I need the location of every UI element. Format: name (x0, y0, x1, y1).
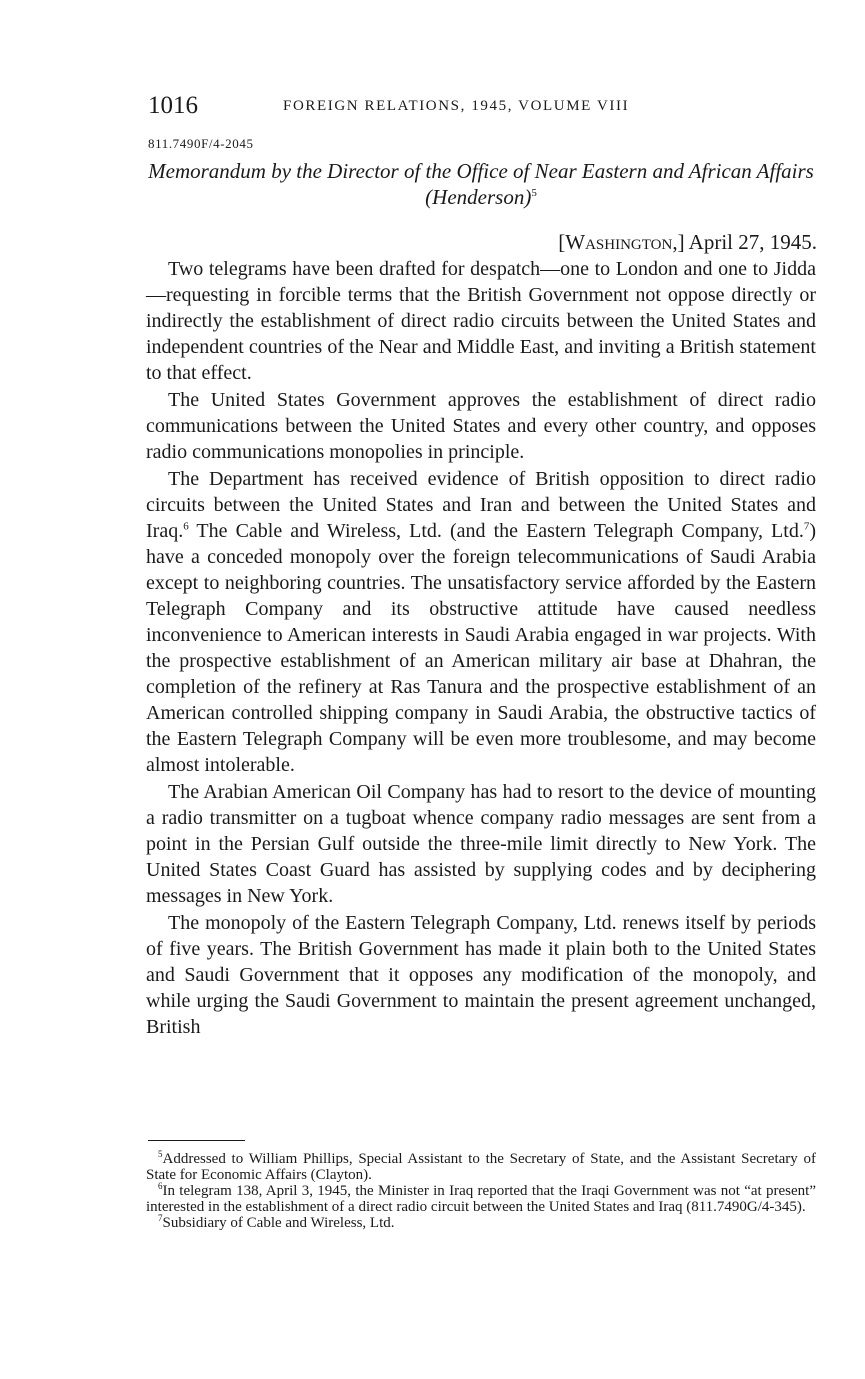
title-footnote-ref: 5 (531, 187, 537, 199)
page-header (148, 92, 814, 122)
document-title-text: Memorandum by the Director of the Office of Near Eastern and African Affairs (Henderson) (148, 159, 814, 209)
paragraph (146, 466, 816, 778)
footnote (146, 1151, 816, 1183)
memorandum-body (146, 256, 816, 1040)
footnote-text: In telegram 138, April 3, 1945, the Minister in Iraq reported that the Iraqi Government was not “at present” interested in the establishment of a direct radio circuit between the United States and Iraq (811.7490G/4-345). (146, 1183, 816, 1215)
paragraph: The United States Government approves the establishment of direct radio communications between the United States and every other country, and opposes radio communications monopolies in principle. (146, 389, 816, 463)
document-title (148, 158, 814, 210)
footnotes (146, 1151, 816, 1231)
dateline: [Washington,] April 27, 1945. (558, 230, 817, 254)
paragraph-text: The Cable and Wireless, Ltd. (and the Eastern Telegraph Company, Ltd. (188, 520, 804, 542)
paragraph: The Arabian American Oil Company has had to resort to the device of mounting a radio transmitter on a tugboat whence company radio messages are sent from a point in the Persian Gulf outside the three-mile limit directly to New York. The United States Coast Guard has assisted by supplying codes and by deciphering messages in New York. (146, 781, 816, 907)
footnote-ref: 7 (803, 520, 810, 533)
footnote-mark: 7 (158, 1213, 163, 1223)
footnote (146, 1215, 816, 1231)
paragraph: The monopoly of the Eastern Telegraph Company, Ltd. renews itself by periods of five years. The British Government has made it plain both to the United States and Saudi Government that it opposes any modification of the monopoly, and while urging the Saudi Government to maintain the present agreement unchanged, British (146, 912, 816, 1038)
paragraph-text: The Department has received evidence of British opposition to direct radio circuits between the United States and Iran and between the United States and Iraq. (146, 468, 816, 542)
paragraph: Two telegrams have been drafted for despatch—one to London and one to Jidda—requesting in forcible terms that the British Government not oppose directly or indirectly the establishment of direct radio circuits between the United States and independent countries of the Near and Middle East, and inviting a British statement to that effect. (146, 258, 816, 384)
file-number: 811.7490F/4-2045 (148, 136, 254, 151)
running-head: FOREIGN RELATIONS, 1945, VOLUME VIII (283, 98, 630, 114)
page-number: 1016 (148, 92, 198, 119)
footnote-mark: 6 (158, 1181, 163, 1191)
footnote-mark: 5 (158, 1149, 163, 1159)
footnote-ref: 6 (183, 520, 189, 533)
paragraph-text: ) have a conceded monopoly over the foreign telecommunications of Saudi Arabia except to neighboring countries. The unsatisfactory service afforded by the Eastern Telegraph Company and its obstructive attitude have caused needless inconvenience to American interests in Saudi Arabia engaged in war projects. With the prospective establishment of an American military air base at Dhahran, the completion of the refinery at Ras Tanura and the prospective establishment of an American controlled shipping company in Saudi Arabia, the obstructive tactics of the Eastern Telegraph Company will be even more troublesome, and may become almost intolerable. (146, 520, 816, 776)
footnote-text: Subsidiary of Cable and Wireless, Ltd. (162, 1215, 395, 1231)
footnote (146, 1183, 816, 1215)
footnote-text: Addressed to William Phillips, Special Assistant to the Secretary of State, and the Assistant Secretary of State for Economic Affairs (Clayton). (146, 1151, 816, 1183)
footnote-rule (148, 1140, 245, 1141)
dateline-place: Washington, (565, 230, 678, 254)
dateline-date: April 27, 1945. (688, 230, 817, 254)
